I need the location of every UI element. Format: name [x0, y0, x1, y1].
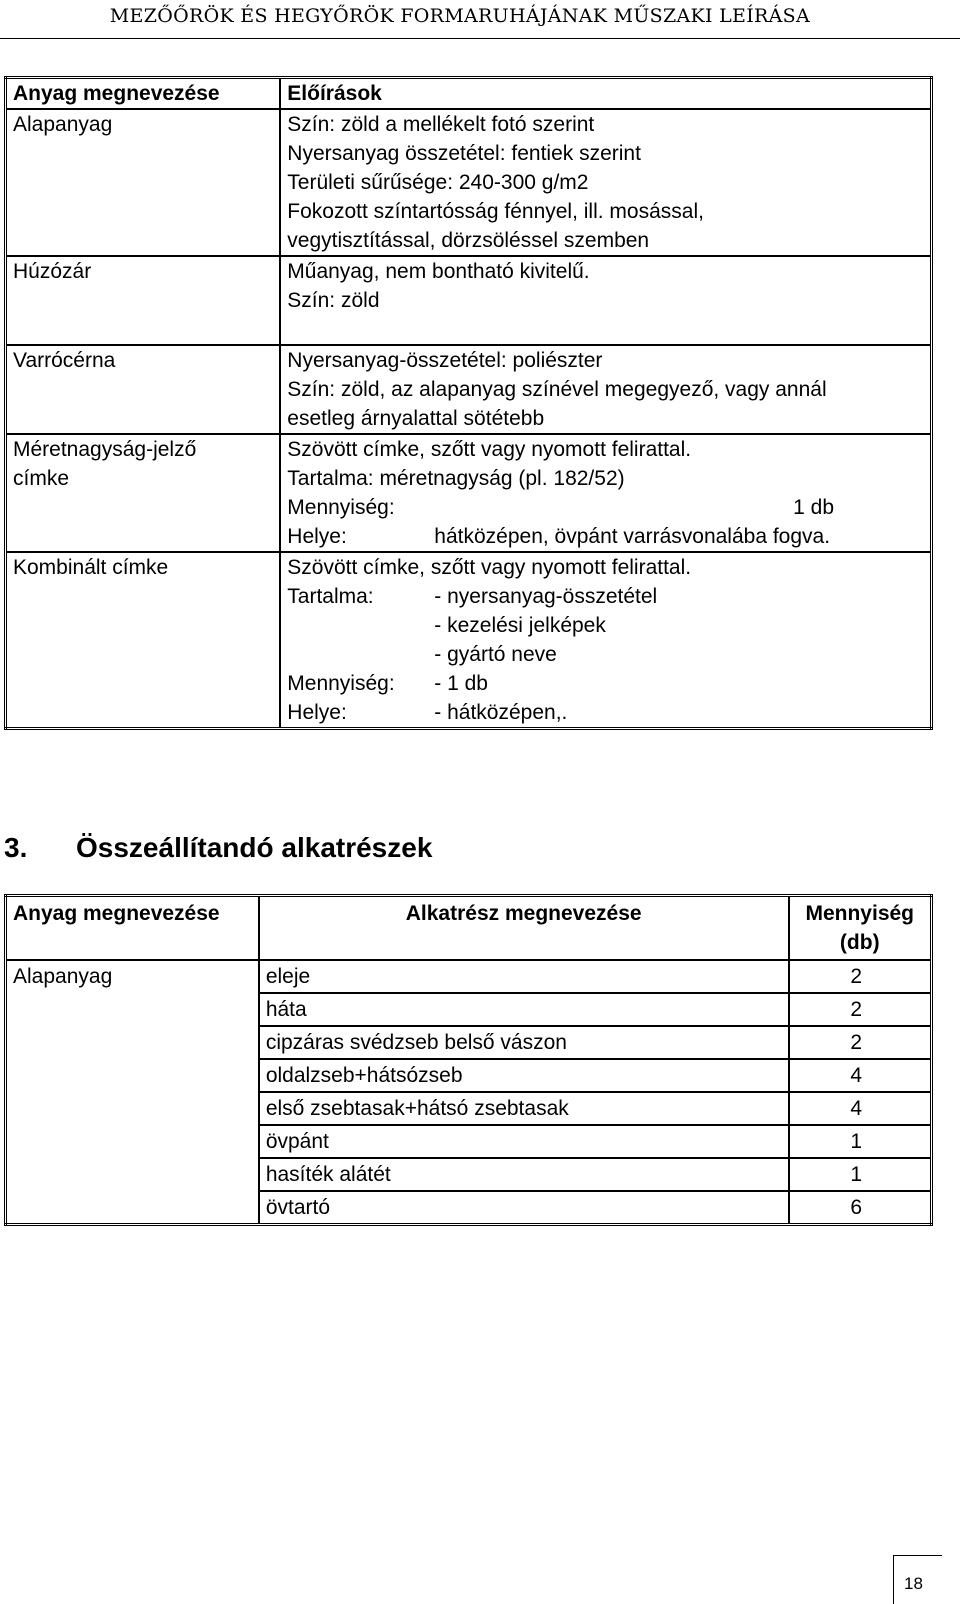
- spec-line: Területi sűrűsége: 240-300 g/m2: [287, 171, 589, 194]
- parts-table-header-row: [6, 896, 932, 961]
- spec-line: esetleg árnyalattal sötétebb: [287, 407, 545, 430]
- spec-row-meretnagysag-cimke: [6, 434, 932, 552]
- spec-line: Szövött címke, szőtt vagy nyomott felirattal.: [287, 438, 692, 461]
- spec-kv-key: Helye:: [287, 525, 347, 548]
- parts-part-cell: cipzáras svédzseb belső vászon: [259, 1026, 789, 1059]
- spec-line: Szín: zöld a mellékelt fotó szerint: [287, 113, 595, 136]
- parts-qty-cell: 6: [789, 1191, 932, 1225]
- spec-kv-key: Mennyiség:: [287, 672, 395, 695]
- parts-header-quantity: [789, 896, 932, 961]
- spec-row-name: Varrócérna: [6, 345, 281, 434]
- header-rule: [0, 38, 960, 39]
- spec-line: Szín: zöld: [287, 289, 380, 312]
- table-row: [6, 960, 932, 993]
- parts-part-cell: övtartó: [259, 1191, 789, 1225]
- parts-header-material: Anyag megnevezése: [6, 896, 259, 961]
- spec-line: Műanyag, nem bontható kivitelű.: [287, 260, 590, 283]
- parts-part-cell: hasíték alátét: [259, 1158, 789, 1191]
- spec-kv-value: - 1 db: [434, 672, 488, 695]
- spec-row-alapanyag: [6, 109, 932, 256]
- parts-material-cell: Alapanyag: [6, 960, 259, 1225]
- spec-line: Nyersanyag összetétel: fentiek szerint: [287, 142, 641, 165]
- spec-kv-value: - kezelési jelképek: [434, 614, 606, 637]
- spec-header-material: Anyag megnevezése: [6, 78, 281, 110]
- spec-row-requirements: [280, 434, 931, 552]
- spec-kv-row: [287, 493, 924, 522]
- parts-part-cell: oldalzseb+hátsózseb: [259, 1059, 789, 1092]
- spec-table-header-row: [6, 78, 932, 110]
- parts-header-part: Alkatrész megnevezése: [259, 896, 789, 961]
- parts-part-cell: első zsebtasak+hátsó zsebtasak: [259, 1092, 789, 1125]
- spec-row-name-line: Méretnagyság-jelző: [13, 438, 197, 461]
- spec-line: Tartalma: méretnagyság (pl. 182/52): [287, 467, 625, 490]
- parts-qty-cell: 2: [789, 1026, 932, 1059]
- section-number: 3.: [4, 832, 28, 863]
- spec-line: Nyersanyag-összetétel: poliészter: [287, 349, 603, 372]
- spec-line: Szövött címke, szőtt vagy nyomott felirattal.: [287, 556, 692, 579]
- spec-row-name: [6, 434, 281, 552]
- spec-row-name: Húzózár: [6, 256, 281, 345]
- spec-line: Fokozott színtartósság fénnyel, ill. mosással,: [287, 200, 704, 223]
- parts-header-quantity-unit: (db): [839, 931, 880, 954]
- parts-part-cell: háta: [259, 993, 789, 1026]
- spec-row-requirements: [280, 552, 931, 729]
- spec-row-requirements: [280, 256, 931, 345]
- spec-kv-value: 1 db: [793, 496, 834, 519]
- spec-kv-key: [287, 640, 434, 669]
- spec-row-name-line: címke: [13, 467, 70, 490]
- spec-kv-row: [287, 698, 924, 727]
- spec-row-huzozar: [6, 256, 932, 345]
- spec-kv-key: Helye:: [287, 701, 347, 724]
- spec-row-kombinalt-cimke: [6, 552, 932, 729]
- spec-kv-row: [287, 611, 924, 640]
- parts-qty-cell: 4: [789, 1092, 932, 1125]
- spec-kv-row: [287, 640, 924, 669]
- spec-row-requirements: [280, 109, 931, 256]
- parts-part-cell: övpánt: [259, 1125, 789, 1158]
- spec-row-varrocerna: [6, 345, 932, 434]
- spec-kv-row: [287, 582, 924, 611]
- parts-table-body: [6, 960, 932, 1225]
- spec-kv-row: [287, 522, 924, 551]
- spec-kv-key: Tartalma:: [287, 585, 374, 608]
- spec-row-name: Kombinált címke: [6, 552, 281, 729]
- spec-header-requirements: Előírások: [280, 78, 931, 110]
- parts-part-cell: eleje: [259, 960, 789, 993]
- parts-qty-cell: 1: [789, 1125, 932, 1158]
- spacer: [287, 315, 924, 344]
- page-header: [0, 0, 960, 40]
- section-title: Összeállítandó alkatrészek: [76, 832, 433, 863]
- parts-qty-cell: 2: [789, 993, 932, 1026]
- section-heading: [4, 832, 432, 864]
- parts-table: [4, 894, 933, 1226]
- spec-line: Szín: zöld, az alapanyag színével megegyező, vagy annál: [287, 378, 827, 401]
- document-title: MEZŐŐRÖK ÉS HEGYŐRÖK FORMARUHÁJÁNAK MŰSZAKI LEÍRÁSA: [109, 5, 810, 27]
- parts-qty-cell: 1: [789, 1158, 932, 1191]
- spec-kv-row: [287, 669, 924, 698]
- spec-kv-value: - hátközépen,.: [434, 701, 568, 724]
- spec-table: [4, 76, 933, 730]
- spec-line: vegytisztítással, dörzsöléssel szemben: [287, 229, 650, 252]
- spec-kv-key: [287, 611, 434, 640]
- spec-kv-value: - nyersanyag-összetétel: [434, 585, 658, 608]
- page-number: 18: [904, 1574, 923, 1593]
- parts-qty-cell: 4: [789, 1059, 932, 1092]
- spec-kv-key: Mennyiség:: [287, 496, 395, 519]
- parts-header-quantity-line: Mennyiség: [805, 902, 915, 925]
- spec-kv-value: hátközépen, övpánt varrásvonalába fogva.: [434, 525, 831, 548]
- spec-kv-value: - gyártó neve: [434, 643, 557, 666]
- spec-row-requirements: [280, 345, 931, 434]
- spec-row-name: Alapanyag: [6, 109, 281, 256]
- parts-qty-cell: 2: [789, 960, 932, 993]
